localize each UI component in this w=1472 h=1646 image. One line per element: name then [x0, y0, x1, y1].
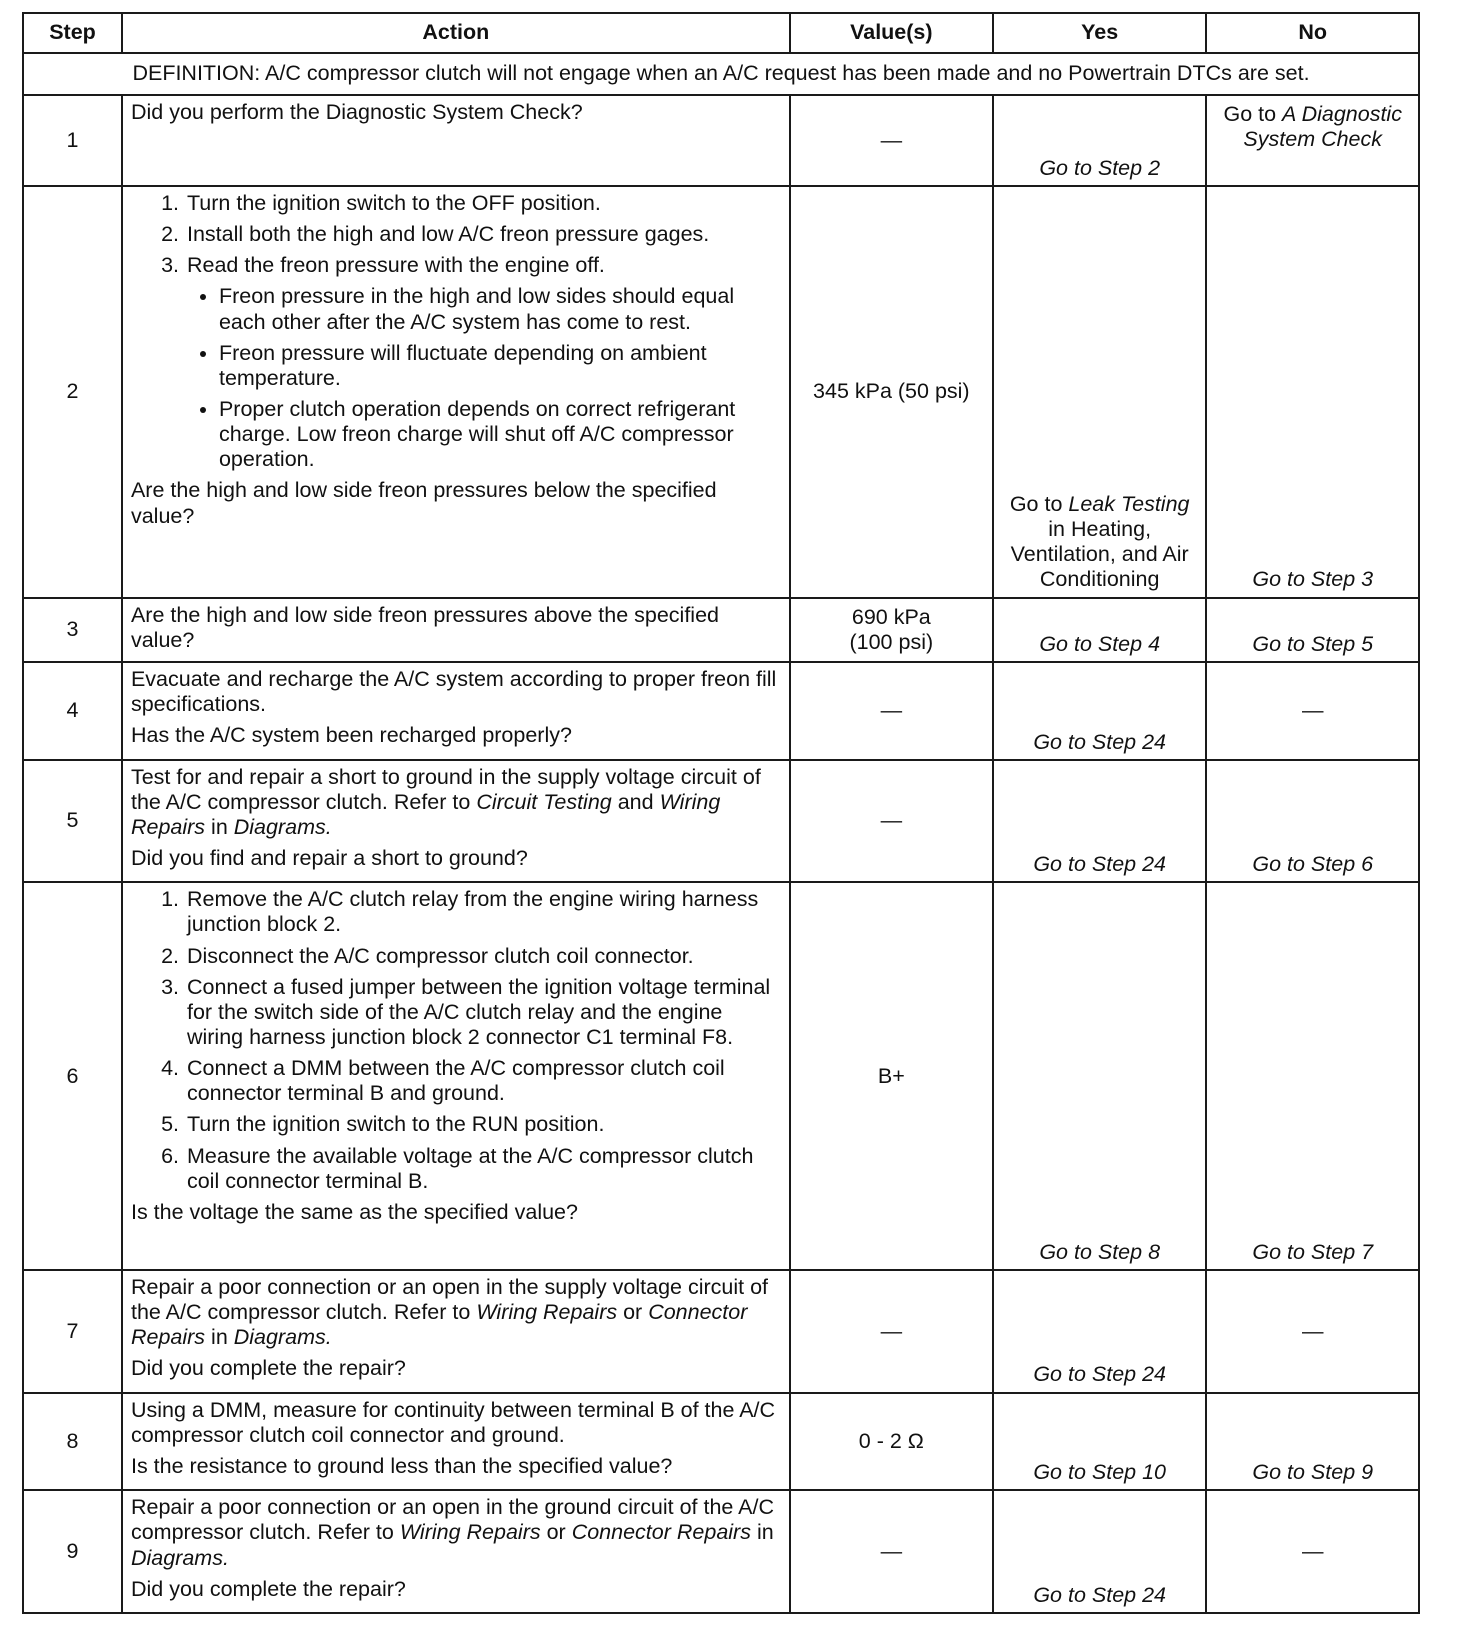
action-instruction [131, 1495, 781, 1570]
table-row [23, 1270, 1419, 1393]
header-step: Step [23, 13, 122, 53]
action-cell [122, 1490, 790, 1613]
procedure-item-text: Read the freon pressure with the engine off. [186, 253, 605, 278]
table-row [23, 95, 1419, 186]
action-cell [122, 662, 790, 760]
table-row [23, 1393, 1419, 1491]
action-instruction [131, 1275, 781, 1350]
instruction-text: Test for and repair a short to ground in the supply voltage circuit of the A/C compressor clutch. Refer to [130, 764, 761, 814]
action-cell [122, 186, 790, 598]
connector-word: or [540, 1520, 572, 1545]
no-cell: Go to Step 5 [1206, 598, 1419, 662]
action-question: Are the high and low side freon pressures above the specified value? [130, 602, 719, 652]
table-row [23, 1490, 1419, 1613]
action-cell [122, 882, 790, 1270]
yes-cell: Go to Step 2 [993, 95, 1207, 186]
procedure-item: 2. Disconnect the A/C compressor clutch coil connector. [185, 944, 781, 969]
no-cell: — [1206, 662, 1419, 760]
value-cell: — [790, 1270, 993, 1393]
yes-cell [993, 186, 1207, 598]
header-values: Value(s) [790, 13, 993, 53]
procedure-item: 3. Connect a fused jumper between the ignition voltage terminal for the switch side of the A/C clutch relay and the engine wiring harness junction block 2 connector C1 terminal F8. [185, 975, 781, 1050]
procedure-item [185, 253, 781, 472]
definition-text: DEFINITION: A/C compressor clutch will not engage when an A/C request has been made and no Powertrain DTCs are set. [23, 53, 1419, 95]
step-number: 9 [23, 1490, 122, 1613]
connector-word: or [617, 1300, 649, 1325]
table-row [23, 186, 1419, 598]
action-question: Is the resistance to ground less than the specified value? [130, 1453, 673, 1478]
instruction-text: Repair a poor connection or an open in the ground circuit of the A/C compressor clutch. Refer to [130, 1495, 774, 1545]
table-row [23, 882, 1419, 1270]
bullet-item: • Proper clutch operation depends on correct refrigerant charge. Low freon charge will shut off A/C compressor operation. [219, 397, 781, 472]
yes-cell: Go to Step 24 [993, 662, 1207, 760]
reference-connector-repairs: Connector Repairs [571, 1520, 751, 1545]
value-cell: — [790, 95, 993, 186]
value-cell: — [790, 760, 993, 883]
procedure-item: 5. Turn the ignition switch to the RUN position. [185, 1112, 781, 1137]
action-cell [122, 95, 790, 186]
header-no: No [1206, 13, 1419, 53]
yes-link-text: Leak Testing [1068, 492, 1190, 517]
no-cell [1206, 95, 1419, 186]
step-number: 4 [23, 662, 122, 760]
value-cell: — [790, 1490, 993, 1613]
action-cell [122, 760, 790, 883]
action-instruction [131, 765, 781, 840]
action-question: Did you perform the Diagnostic System Check? [130, 99, 583, 124]
action-cell [122, 1393, 790, 1491]
table-row [23, 662, 1419, 760]
reference-circuit-testing: Circuit Testing [476, 789, 612, 814]
procedure-item: 1. Turn the ignition switch to the OFF position. [185, 191, 781, 216]
yes-cell: Go to Step 8 [993, 882, 1207, 1270]
step-number: 6 [23, 882, 122, 1270]
procedure-item: 4. Connect a DMM between the A/C compressor clutch coil connector terminal B and ground. [185, 1056, 781, 1106]
yes-prefix: Go to [1009, 492, 1069, 517]
value-cell: 345 kPa (50 psi) [790, 186, 993, 598]
value-line: 690 kPa [851, 604, 931, 629]
connector-word: in [750, 1520, 774, 1545]
connector-word: in [205, 814, 234, 839]
action-question: Did you find and repair a short to ground? [130, 846, 528, 871]
procedure-list [131, 191, 781, 472]
value-cell: 0 - 2 Ω [790, 1393, 993, 1491]
action-question: Is the voltage the same as the specified value? [130, 1199, 578, 1224]
no-cell: Go to Step 6 [1206, 760, 1419, 883]
procedure-item: 1. Remove the A/C clutch relay from the engine wiring harness junction block 2. [185, 887, 781, 937]
action-instruction: Evacuate and recharge the A/C system according to proper freon fill specifications. [130, 667, 777, 717]
yes-cell: Go to Step 24 [993, 760, 1207, 883]
diagnostic-table [22, 12, 1420, 1614]
procedure-list [131, 887, 781, 1194]
value-cell: B+ [790, 882, 993, 1270]
no-cell: — [1206, 1270, 1419, 1393]
step-number: 1 [23, 95, 122, 186]
table-row [23, 760, 1419, 883]
bullet-item: • Freon pressure will fluctuate depending on ambient temperature. [219, 341, 781, 391]
reference-connector-repairs: Connector Repairs [130, 1300, 748, 1350]
value-cell [790, 598, 993, 662]
reference-wiring-repairs: Wiring Repairs [399, 1520, 541, 1545]
no-prefix: Go to [1223, 101, 1283, 126]
action-question: Did you complete the repair? [130, 1356, 406, 1381]
no-cell: Go to Step 3 [1206, 186, 1419, 598]
yes-cell: Go to Step 4 [993, 598, 1207, 662]
no-link-text: A Diagnostic System Check [1243, 101, 1402, 151]
no-cell: Go to Step 7 [1206, 882, 1419, 1270]
procedure-item: 6. Measure the available voltage at the A/C compressor clutch coil connector terminal B. [185, 1144, 781, 1194]
value-cell: — [790, 662, 993, 760]
no-cell: Go to Step 9 [1206, 1393, 1419, 1491]
connector-word: and [611, 789, 660, 814]
action-question: Has the A/C system been recharged properly? [130, 723, 572, 748]
connector-word: in [205, 1325, 234, 1350]
yes-cell: Go to Step 24 [993, 1270, 1207, 1393]
action-question: Did you complete the repair? [130, 1576, 406, 1601]
reference-diagrams: Diagrams. [233, 814, 332, 839]
reference-diagrams: Diagrams. [130, 1545, 229, 1570]
bullet-list [187, 284, 781, 472]
step-number: 3 [23, 598, 122, 662]
action-cell [122, 598, 790, 662]
reference-diagrams: Diagrams. [233, 1325, 332, 1350]
table-row [23, 598, 1419, 662]
header-yes: Yes [993, 13, 1207, 53]
step-number: 2 [23, 186, 122, 598]
action-cell [122, 1270, 790, 1393]
reference-wiring-repairs: Wiring Repairs [130, 789, 721, 839]
yes-suffix: in Heating, Ventilation, and Air Conditioning [1010, 517, 1189, 592]
action-instruction: Using a DMM, measure for continuity between terminal B of the A/C compressor clutch coil connector and ground. [130, 1397, 776, 1447]
yes-cell: Go to Step 24 [993, 1490, 1207, 1613]
header-row [23, 13, 1419, 53]
header-action: Action [122, 13, 790, 53]
definition-row [23, 53, 1419, 95]
procedure-item: 2. Install both the high and low A/C freon pressure gages. [185, 222, 781, 247]
no-cell: — [1206, 1490, 1419, 1613]
step-number: 8 [23, 1393, 122, 1491]
reference-wiring-repairs: Wiring Repairs [476, 1300, 618, 1325]
step-number: 5 [23, 760, 122, 883]
action-question: Are the high and low side freon pressures below the specified value? [130, 478, 717, 528]
value-line: (100 psi) [849, 629, 934, 654]
instruction-text: Repair a poor connection or an open in the supply voltage circuit of the A/C compressor clutch. Refer to [130, 1274, 769, 1325]
yes-cell: Go to Step 10 [993, 1393, 1207, 1491]
step-number: 7 [23, 1270, 122, 1393]
bullet-item: • Freon pressure in the high and low sides should equal each other after the A/C system has come to rest. [219, 284, 781, 334]
